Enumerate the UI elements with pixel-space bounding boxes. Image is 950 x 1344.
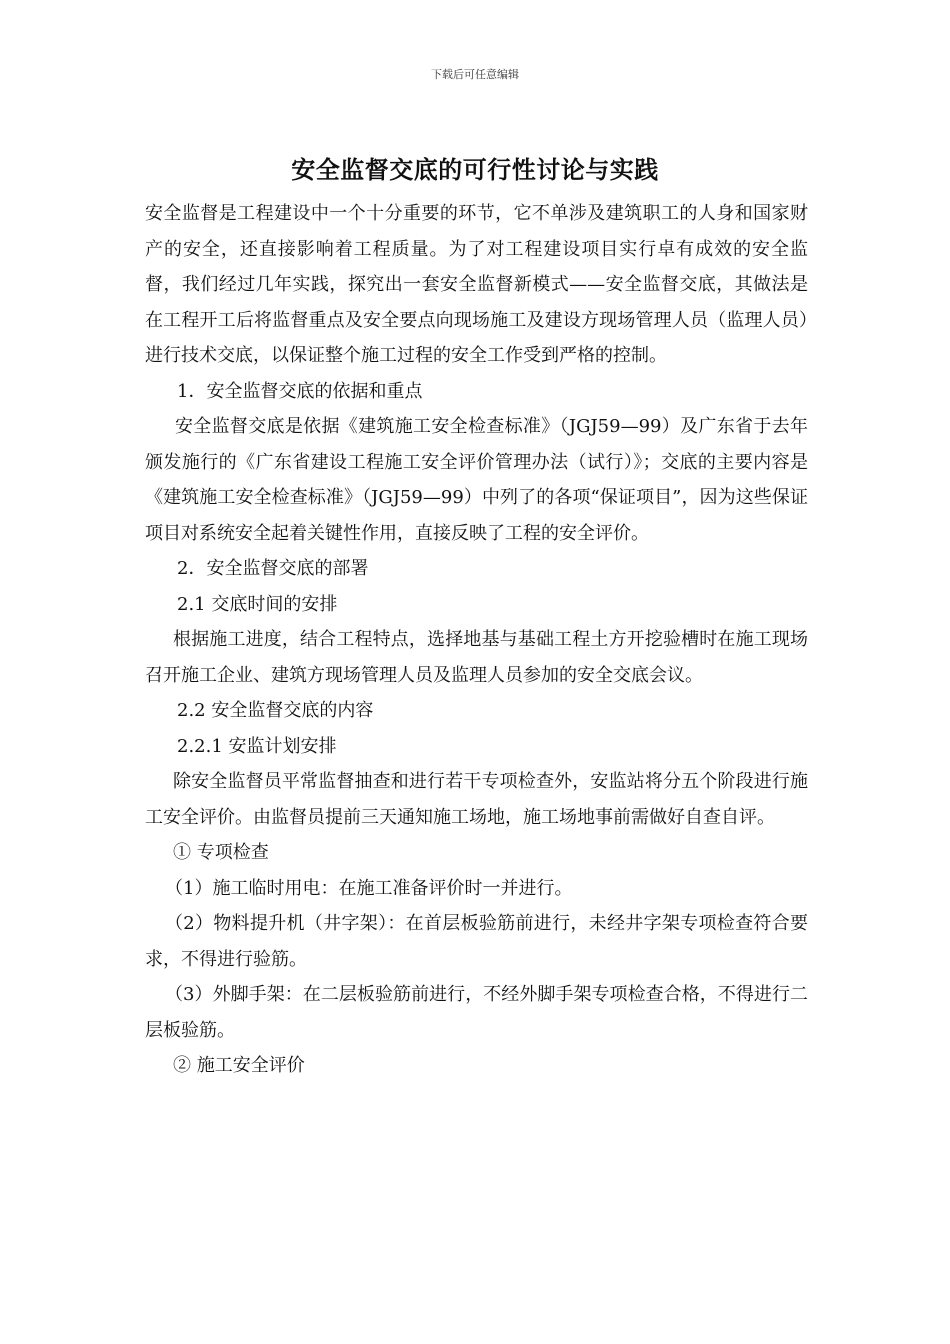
sub-item-material-hoist: （2）物料提升机（井字架）：在首层板验筋前进行，未经井字架专项检查符合要求，不得进行验筋。 [145, 913, 808, 970]
section-heading-1: 1．安全监督交底的依据和重点 [177, 380, 423, 402]
sub-item-external-scaffold: （3）外脚手架：在二层板验筋前进行，不经外脚手架专项检查合格，不得进行二层板验筋。 [145, 984, 808, 1041]
subsection-heading-2-2: 2.2 安全监督交底的内容 [177, 700, 374, 721]
subsection-heading-2-2-1: 2.2.1 安监计划安排 [177, 735, 337, 757]
list-item-safety-evaluation: ② 施工安全评价 [173, 1055, 305, 1076]
subsection-heading-2-1: 2.1 交底时间的安排 [177, 593, 338, 615]
header-note: 下载后可任意编辑 [431, 68, 519, 81]
list-item-special-inspection: ① 专项检查 [173, 842, 269, 863]
intro-paragraph: 安全监督是工程建设中一个十分重要的环节，它不单涉及建筑职工的人身和国家财产的安全，还直接影响着工程质量。为了对工程建设项目实行卓有成效的安全监督，我们经过几年实践，探究出一套安全监督新模式——安全监督交底，其做法是在工程开工后将监督重点及安全要点向现场施工及建设方现场管理人员（监理人员）进行技术交底，以保证整个施工过程的安全工作受到严格的控制。 [145, 203, 808, 366]
section-1-paragraph: 安全监督交底是依据《建筑施工安全检查标准》（JGJ59—99）及广东省于去年颁发施行的《广东省建设工程施工安全评价管理办法（试行）》；交底的主要内容是《建筑施工安全检查标准》（JGJ59—99）中列了的各项“保证项目”，因为这些保证项目对系统安全起着关键性作用，直接反映了工程的安全评价。 [145, 416, 808, 544]
subsection-2-1-paragraph: 根据施工进度，结合工程特点，选择地基与基础工程土方开挖验槽时在施工现场召开施工企业、建筑方现场管理人员及监理人员参加的安全交底会议。 [145, 629, 808, 686]
document-title: 安全监督交底的可行性讨论与实践 [291, 155, 659, 184]
section-heading-2: 2．安全监督交底的部署 [177, 558, 369, 579]
subsection-2-2-1-paragraph: 除安全监督员平常监督抽查和进行若干专项检查外，安监站将分五个阶段进行施工安全评价。由监督员提前三天通知施工场地，施工场地事前需做好自查自评。 [145, 771, 808, 828]
document-body [145, 196, 808, 1084]
sub-item-temporary-power: （1）施工临时用电：在施工准备评价时一并进行。 [165, 877, 573, 899]
